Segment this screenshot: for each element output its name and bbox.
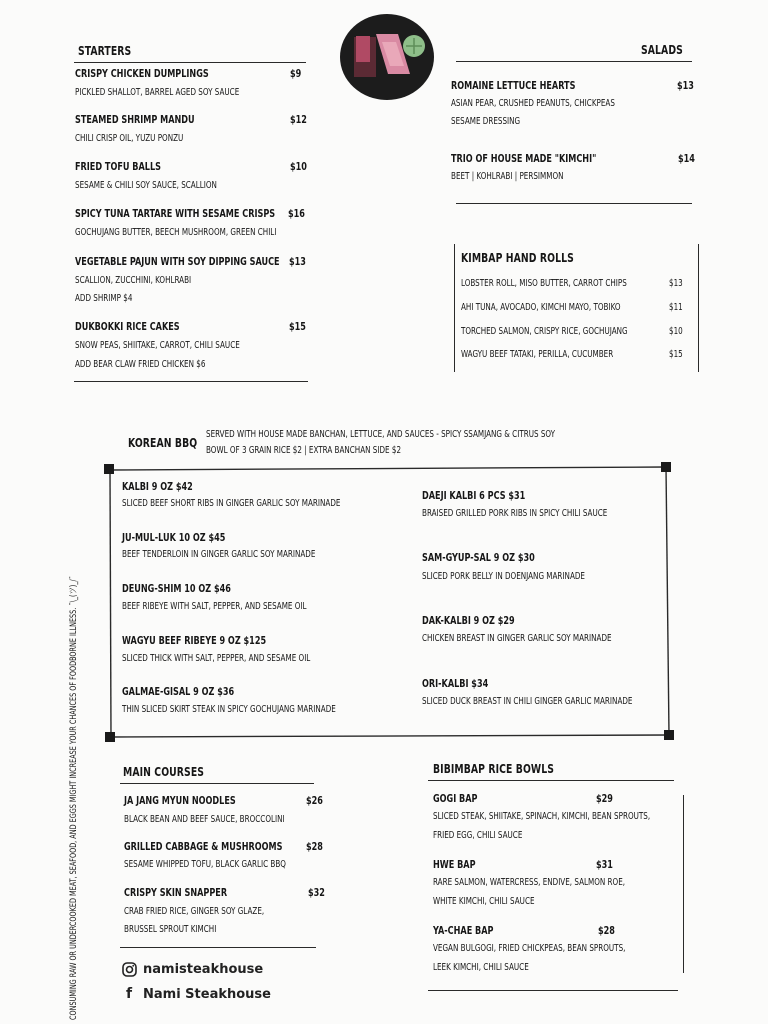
menu-item-price: $13 — [289, 255, 306, 268]
menu-item-name: DAK-KALBI 9 OZ $29 — [422, 614, 515, 627]
kimbap-title: KIMBAP HAND ROLLS — [461, 251, 574, 265]
menu-item-desc: ASIAN PEAR, CRUSHED PEANUTS, CHICKPEAS — [451, 98, 615, 109]
menu-item-name: SAM-GYUP-SAL 9 OZ $30 — [422, 551, 535, 564]
bbq-sides: BOWL OF 3 GRAIN RICE $2 | EXTRA BANCHAN SIDE $2 — [206, 445, 402, 456]
menu-item-price: $15 — [289, 320, 306, 333]
menu-item-name: WAGYU BEEF RIBEYE 9 OZ $125 — [122, 634, 267, 647]
menu-item-name: WAGYU BEEF TATAKI, PERILLA, CUCUMBER — [461, 349, 614, 360]
menu-item-name: TORCHED SALMON, CRISPY RICE, GOCHUJANG — [461, 326, 628, 337]
menu-item-desc: SCALLION, ZUCCHINI, KOHLRABI — [75, 275, 192, 286]
menu-item-price: $11 — [669, 302, 683, 313]
menu-item-name: DUKBOKKI RICE CAKES — [75, 320, 180, 333]
menu-item-name: TRIO OF HOUSE MADE "KIMCHI" — [451, 152, 597, 165]
menu-item-price: $15 — [669, 349, 683, 360]
menu-item-desc: FRIED EGG, CHILI SAUCE — [433, 830, 523, 841]
mains-bottom-rule — [120, 947, 316, 948]
menu-item-price: $31 — [596, 858, 613, 871]
instagram-handle[interactable]: namisteakhouse — [143, 962, 264, 977]
menu-item-desc: VEGAN BULGOGI, FRIED CHICKPEAS, BEAN SPROUTS, — [433, 943, 626, 954]
menu-item-price: $12 — [290, 113, 307, 126]
menu-item-desc: THIN SLICED SKIRT STEAK IN SPICY GOCHUJANG MARINADE — [122, 704, 336, 715]
menu-item-price: $14 — [678, 152, 695, 165]
frame-corner — [105, 732, 115, 742]
bbq-title: KOREAN BBQ — [128, 436, 198, 450]
starters-title: STARTERS — [78, 44, 132, 58]
menu-item-name: KALBI 9 OZ $42 — [122, 480, 193, 493]
menu-item-desc: CHICKEN BREAST IN GINGER GARLIC SOY MARINADE — [422, 633, 612, 644]
menu-item-desc: WHITE KIMCHI, CHILI SAUCE — [433, 896, 535, 907]
menu-item-desc: SESAME WHIPPED TOFU, BLACK GARLIC BBQ — [124, 859, 286, 870]
menu-item-name: GOGI BAP — [433, 792, 478, 805]
menu-item-price: $13 — [677, 79, 694, 92]
menu-item-name: ROMAINE LETTUCE HEARTS — [451, 79, 576, 92]
menu-item-name: YA-CHAE BAP — [433, 924, 494, 937]
menu-item-desc: CRAB FRIED RICE, GINGER SOY GLAZE, — [124, 906, 265, 917]
menu-item-price: $28 — [598, 924, 615, 937]
menu-item-name: FRIED TOFU BALLS — [75, 160, 161, 173]
menu-item-price: $32 — [308, 886, 325, 899]
menu-item-name: CRISPY CHICKEN DUMPLINGS — [75, 67, 209, 80]
food-safety-disclaimer: CONSUMING RAW OR UNDERCOOKED MEAT, SEAFOOD, AND EGGS MIGHT INCREASE YOUR CHANCES OF FOODBORNE ILLNESS. ¯\_(ツ)_/¯ — [69, 576, 79, 1020]
menu-item-price: $28 — [306, 840, 323, 853]
frame-corner — [661, 462, 671, 472]
menu-item-name: JA JANG MYUN NOODLES — [124, 794, 236, 807]
salads-title: SALADS — [641, 43, 683, 57]
bbq-intro: SERVED WITH HOUSE MADE BANCHAN, LETTUCE, AND SAUCES - SPICY SSAMJANG & CITRUS SOY — [206, 429, 556, 440]
menu-item-price: $13 — [669, 278, 683, 289]
menu-item-name: STEAMED SHRIMP MANDU — [75, 113, 195, 126]
facebook-icon[interactable]: f — [126, 986, 133, 1002]
menu-item-desc: BEET | KOHLRABI | PERSIMMON — [451, 171, 564, 182]
menu-item-desc: SNOW PEAS, SHIITAKE, CARROT, CHILI SAUCE — [75, 340, 240, 351]
bibimbap-right-rule — [683, 795, 684, 973]
mains-title: MAIN COURSES — [123, 765, 205, 779]
menu-item-name: SPICY TUNA TARTARE WITH SESAME CRISPS — [75, 207, 276, 220]
menu-item-desc: CHILI CRISP OIL, YUZU PONZU — [75, 133, 184, 144]
menu-item-desc: BEEF RIBEYE WITH SALT, PEPPER, AND SESAME OIL — [122, 601, 307, 612]
bibimbap-title: BIBIMBAP RICE BOWLS — [433, 762, 555, 776]
menu-item-name: AHI TUNA, AVOCADO, KIMCHI MAYO, TOBIKO — [461, 302, 621, 313]
menu-item-name: GRILLED CABBAGE & MUSHROOMS — [124, 840, 283, 853]
menu-item-note: ADD SHRIMP $4 — [75, 293, 133, 304]
menu-item-desc: SLICED BEEF SHORT RIBS IN GINGER GARLIC SOY MARINADE — [122, 498, 341, 509]
bibimbap-top-rule — [428, 780, 674, 781]
menu-item-name: LOBSTER ROLL, MISO BUTTER, CARROT CHIPS — [461, 278, 627, 289]
frame-corner — [104, 464, 114, 474]
menu-item-price: $10 — [290, 160, 307, 173]
menu-item-desc: SLICED PORK BELLY IN DOENJANG MARINADE — [422, 571, 585, 582]
menu-item-desc: RARE SALMON, WATERCRESS, ENDIVE, SALMON ROE, — [433, 877, 626, 888]
menu-item-name: JU-MUL-LUK 10 OZ $45 — [122, 531, 226, 544]
menu-item-name: GALMAE-GISAL 9 OZ $36 — [122, 685, 235, 698]
bibimbap-bottom-rule — [428, 990, 678, 991]
menu-item-desc: PICKLED SHALLOT, BARREL AGED SOY SAUCE — [75, 87, 240, 98]
menu-item-desc: LEEK KIMCHI, CHILI SAUCE — [433, 962, 529, 973]
menu-item-desc: BRAISED GRILLED PORK RIBS IN SPICY CHILI SAUCE — [422, 508, 608, 519]
menu-item-note: ADD BEAR CLAW FRIED CHICKEN $6 — [75, 359, 206, 370]
menu-item-price: $29 — [596, 792, 613, 805]
menu-item-desc: SLICED THICK WITH SALT, PEPPER, AND SESAME OIL — [122, 653, 311, 664]
menu-item-desc: GOCHUJANG BUTTER, BEECH MUSHROOM, GREEN CHILI — [75, 227, 277, 238]
menu-item-desc: BRUSSEL SPROUT KIMCHI — [124, 924, 217, 935]
menu-item-desc: BLACK BEAN AND BEEF SAUCE, BROCCOLINI — [124, 814, 285, 825]
menu-item-desc: SLICED DUCK BREAST IN CHILI GINGER GARLIC MARINADE — [422, 696, 633, 707]
menu-item-desc: BEEF TENDERLOIN IN GINGER GARLIC SOY MARINADE — [122, 549, 316, 560]
frame-corner — [664, 730, 674, 740]
menu-item-price: $16 — [288, 207, 305, 220]
menu-item-name: VEGETABLE PAJUN WITH SOY DIPPING SAUCE — [75, 255, 280, 268]
menu-item-desc: SESAME DRESSING — [451, 116, 521, 127]
menu-item-name: DAEJI KALBI 6 PCS $31 — [422, 489, 526, 502]
menu-item-price: $10 — [669, 326, 683, 337]
menu-item-name: DEUNG-SHIM 10 OZ $46 — [122, 582, 231, 595]
instagram-icon[interactable] — [122, 962, 137, 981]
menu-item-price: $9 — [290, 67, 302, 80]
facebook-page[interactable]: Nami Steakhouse — [143, 987, 271, 1002]
menu-item-price: $26 — [306, 794, 323, 807]
menu-item-name: HWE BAP — [433, 858, 476, 871]
menu-item-desc: SESAME & CHILI SOY SAUCE, SCALLION — [75, 180, 217, 191]
menu-item-name: ORI-KALBI $34 — [422, 677, 489, 690]
menu-item-name: CRISPY SKIN SNAPPER — [124, 886, 228, 899]
mains-top-rule — [120, 783, 314, 784]
menu-item-desc: SLICED STEAK, SHIITAKE, SPINACH, KIMCHI, BEAN SPROUTS, — [433, 811, 651, 822]
